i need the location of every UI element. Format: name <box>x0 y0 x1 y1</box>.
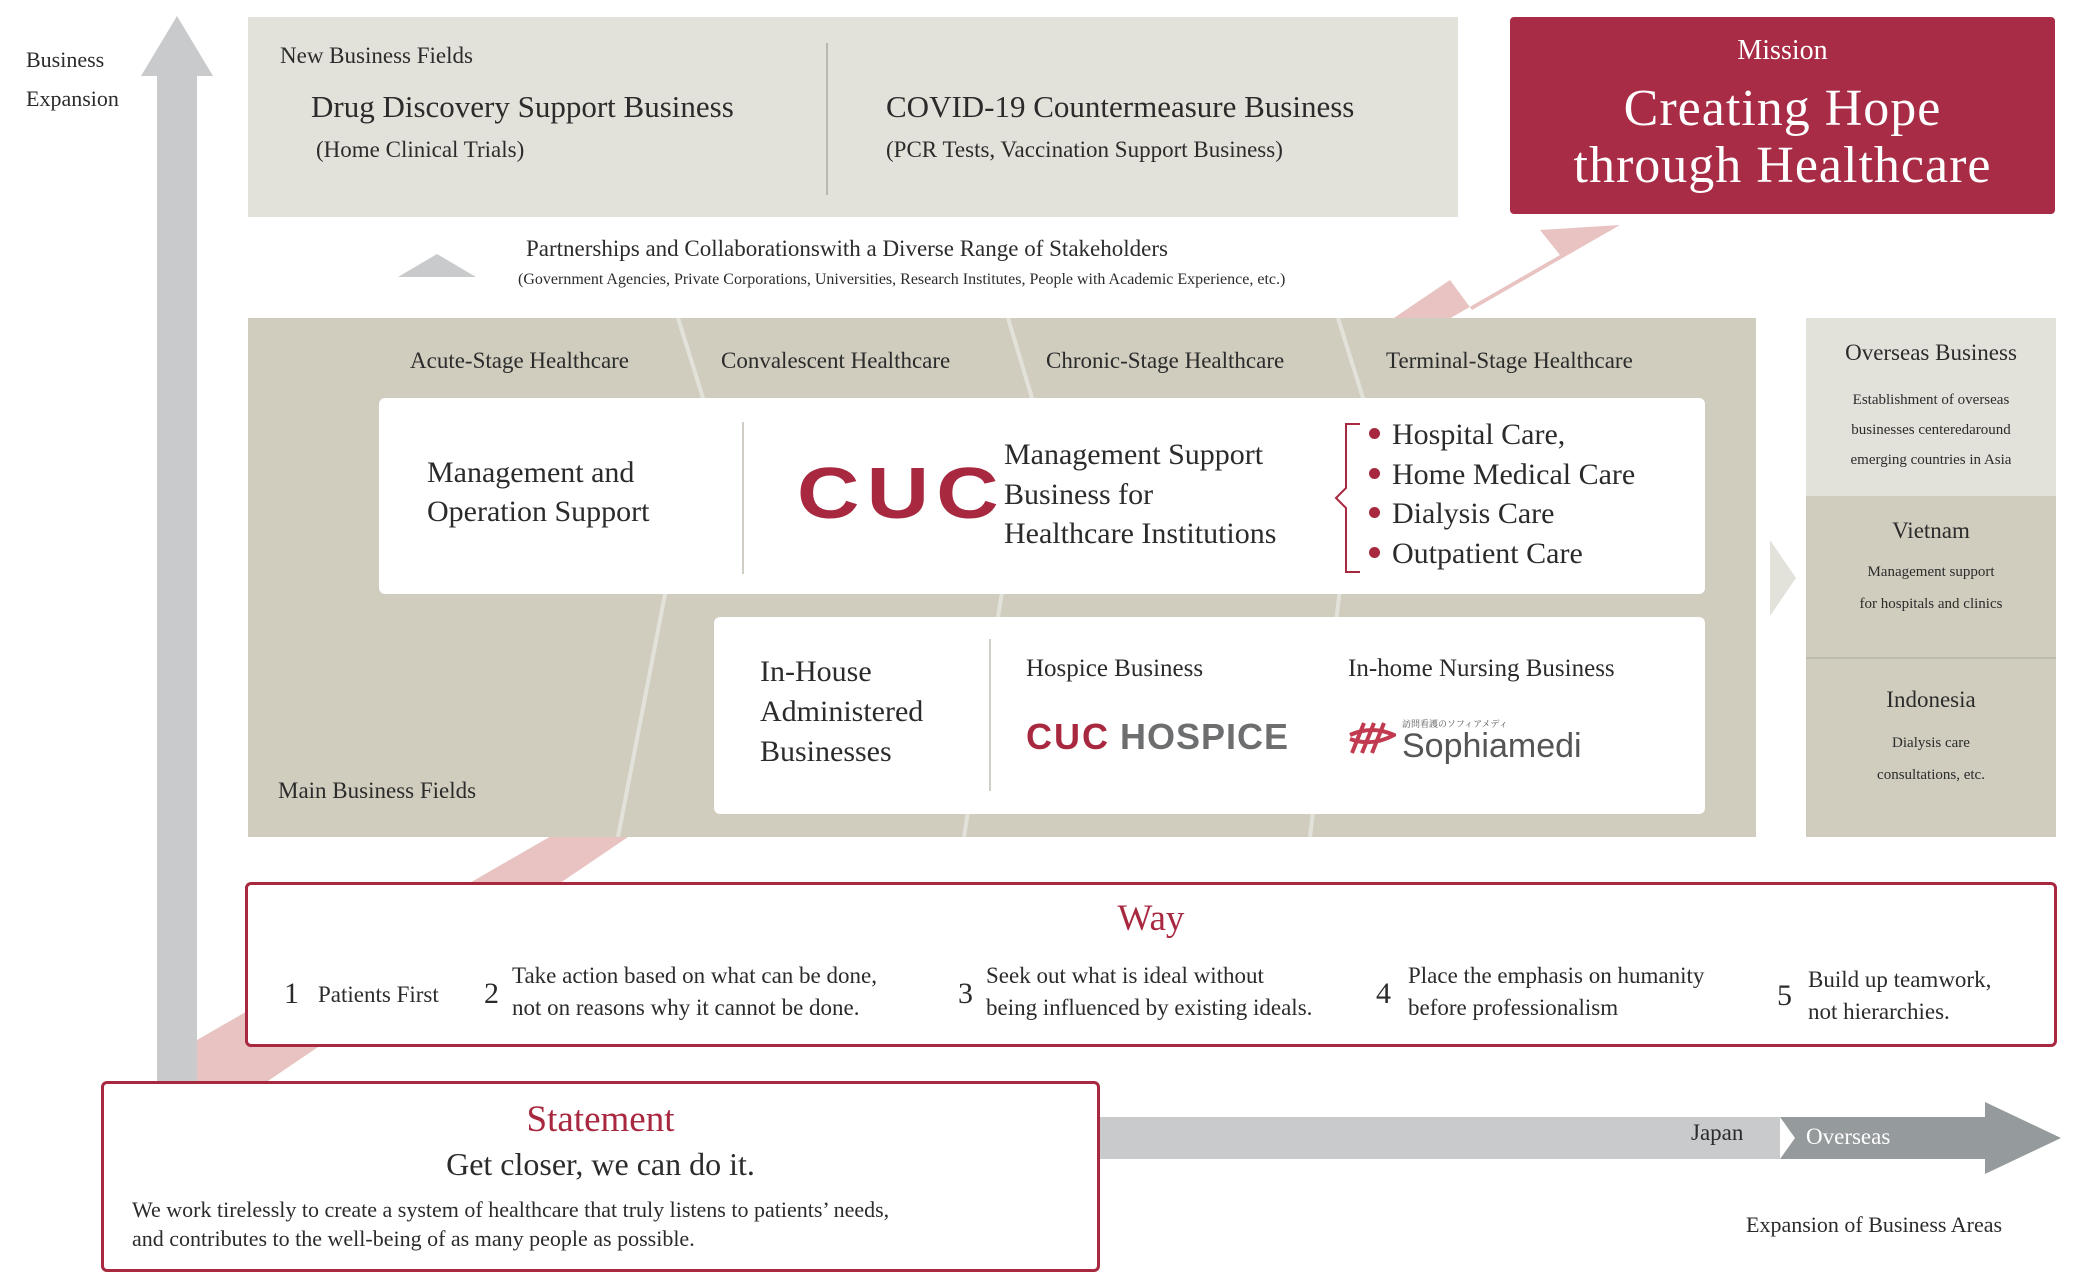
main-business-fields-label: Main Business Fields <box>278 778 477 803</box>
indonesia-desc-1: Dialysis care <box>1892 735 1970 751</box>
hospice-title: Hospice Business <box>1026 655 1204 682</box>
mgmt-line2: Operation Support <box>427 495 650 528</box>
vietnam-title: Vietnam <box>1892 518 1970 543</box>
sophiamedi-mark-icon <box>1348 717 1396 759</box>
stage-acute: Acute-Stage Healthcare <box>410 348 630 373</box>
in-house-businesses-card <box>714 617 1705 814</box>
mission-line1: Creating Hope <box>1623 80 1942 137</box>
drug-discovery-heading: Drug Discovery Support Business <box>311 89 734 124</box>
care-item-home <box>1369 458 1635 492</box>
care-item-label: Home Medical Care <box>1392 458 1636 491</box>
japan-label: Japan <box>1691 1120 1744 1145</box>
overseas-arrow-icon <box>1770 540 1796 616</box>
mission-label: Mission <box>1737 35 1828 66</box>
way-title: Way <box>1117 898 1185 939</box>
vietnam-desc-2: for hospitals and clinics <box>1859 596 2003 612</box>
cuc-logo: CUC <box>797 454 1006 534</box>
overseas-label: Overseas <box>1806 1124 1891 1149</box>
indonesia-title: Indonesia <box>1886 687 1976 712</box>
way-item-4-line1: Place the emphasis on humanity <box>1408 963 1705 988</box>
care-item-label: Outpatient Care <box>1392 537 1583 570</box>
care-item-outpatient <box>1369 537 1583 571</box>
way-item-1-line1: Patients First <box>318 982 439 1007</box>
mgmt-line1: Management and <box>427 456 635 489</box>
overseas-business-panel <box>1806 318 2056 837</box>
inhouse-card-divider <box>989 639 991 791</box>
overseas-title: Overseas Business <box>1845 340 2017 365</box>
covid-heading: COVID-19 Countermeasure Business <box>886 89 1355 124</box>
nursing-title: In-home Nursing Business <box>1348 655 1615 682</box>
bullet-icon <box>1369 547 1380 558</box>
support-line1: Management Support <box>1004 438 1264 471</box>
sophia-small-text: 訪問看護のソフィアメディ <box>1402 719 1508 729</box>
way-num-4: 4 <box>1376 977 1391 1010</box>
way-item-4-line2: before professionalism <box>1408 995 1619 1020</box>
statement-body-line2: and contributes to the well-being of as many people as possible. <box>132 1226 695 1251</box>
way-item-5-line1: Build up teamwork, <box>1808 967 1992 992</box>
care-item-dialysis <box>1369 497 1554 531</box>
hospice-logo-word: HOSPICE <box>1120 716 1290 757</box>
way-num-2: 2 <box>484 977 499 1010</box>
horizontal-axis-label: Expansion of Business Areas <box>1746 1212 2003 1237</box>
inhouse-line2: Administered <box>760 695 924 728</box>
vertical-axis-label-line2: Expansion <box>26 86 119 111</box>
management-card-divider <box>742 422 744 574</box>
new-business-title: New Business Fields <box>280 43 473 68</box>
way-item-5-line2: not hierarchies. <box>1808 999 1950 1024</box>
way-item-2-line1: Take action based on what can be done, <box>512 963 877 988</box>
support-line3: Healthcare Institutions <box>1004 517 1277 550</box>
support-line2: Business for <box>1004 478 1154 511</box>
vertical-axis-label-line1: Business <box>26 47 105 72</box>
bullet-icon <box>1369 507 1380 518</box>
stage-chronic: Chronic-Stage Healthcare <box>1046 348 1285 373</box>
statement-tagline: Get closer, we can do it. <box>446 1146 755 1182</box>
care-item-label: Dialysis Care <box>1392 497 1555 530</box>
overseas-desc-3: emerging countries in Asia <box>1850 452 2012 468</box>
covid-sub: (PCR Tests, Vaccination Support Business) <box>886 137 1283 162</box>
cuc-hospice-logo <box>1026 717 1289 757</box>
main-business-fields-panel <box>248 318 1756 837</box>
mission-line2: through Healthcare <box>1573 137 1992 194</box>
way-num-3: 3 <box>958 977 973 1010</box>
vertical-axis-label <box>26 40 119 118</box>
vertical-axis-arrow <box>141 16 213 1085</box>
care-bracket <box>1334 422 1364 574</box>
overseas-desc-1: Establishment of overseas <box>1852 392 2010 408</box>
hospice-logo-cuc: CUC <box>1026 716 1110 757</box>
statement-title: Statement <box>526 1099 675 1140</box>
vietnam-desc-1: Management support <box>1867 564 1995 580</box>
mission-panel <box>1510 17 2055 214</box>
way-item-2-line2: not on reasons why it cannot be done. <box>512 995 860 1020</box>
partnerships-subtext: (Government Agencies, Private Corporations, Universities, Research Institutes, People with Academic Experience, etc.) <box>518 271 1286 288</box>
inhouse-line3: Businesses <box>760 735 892 768</box>
indonesia-desc-2: consultations, etc. <box>1877 767 1985 783</box>
indonesia-section <box>1806 659 2056 837</box>
bullet-icon <box>1369 428 1380 439</box>
way-num-5: 5 <box>1777 979 1792 1012</box>
drug-discovery-sub: (Home Clinical Trials) <box>316 137 525 162</box>
stage-terminal: Terminal-Stage Healthcare <box>1386 348 1633 373</box>
way-panel <box>245 882 2057 1047</box>
sophiamedi-logo: Sophiamedi <box>1402 727 1582 765</box>
overseas-desc-2: businesses centeredaround <box>1851 422 2011 438</box>
overseas-header <box>1806 318 2056 496</box>
way-item-3-line1: Seek out what is ideal without <box>986 963 1264 988</box>
up-triangle-icon <box>398 254 476 277</box>
new-business-divider <box>826 43 828 195</box>
statement-panel <box>101 1081 1100 1272</box>
care-item-hospital <box>1369 418 1565 452</box>
statement-body-line1: We work tirelessly to create a system of healthcare that truly listens to patients’ needs, <box>132 1197 890 1222</box>
horizontal-axis-japan <box>1100 1117 1780 1159</box>
new-business-fields-panel <box>248 17 1458 217</box>
bullet-icon <box>1369 468 1380 479</box>
way-num-1: 1 <box>284 977 299 1010</box>
inhouse-line1: In-House <box>760 655 872 688</box>
management-support-card <box>379 398 1705 594</box>
vietnam-section <box>1806 496 2056 658</box>
way-item-3-line2: being influenced by existing ideals. <box>986 995 1313 1020</box>
partnerships-text: Partnerships and Collaborationswith a Diverse Range of Stakeholders <box>526 236 1168 261</box>
care-item-label: Hospital Care, <box>1392 418 1566 451</box>
stage-convalescent: Convalescent Healthcare <box>721 348 951 373</box>
